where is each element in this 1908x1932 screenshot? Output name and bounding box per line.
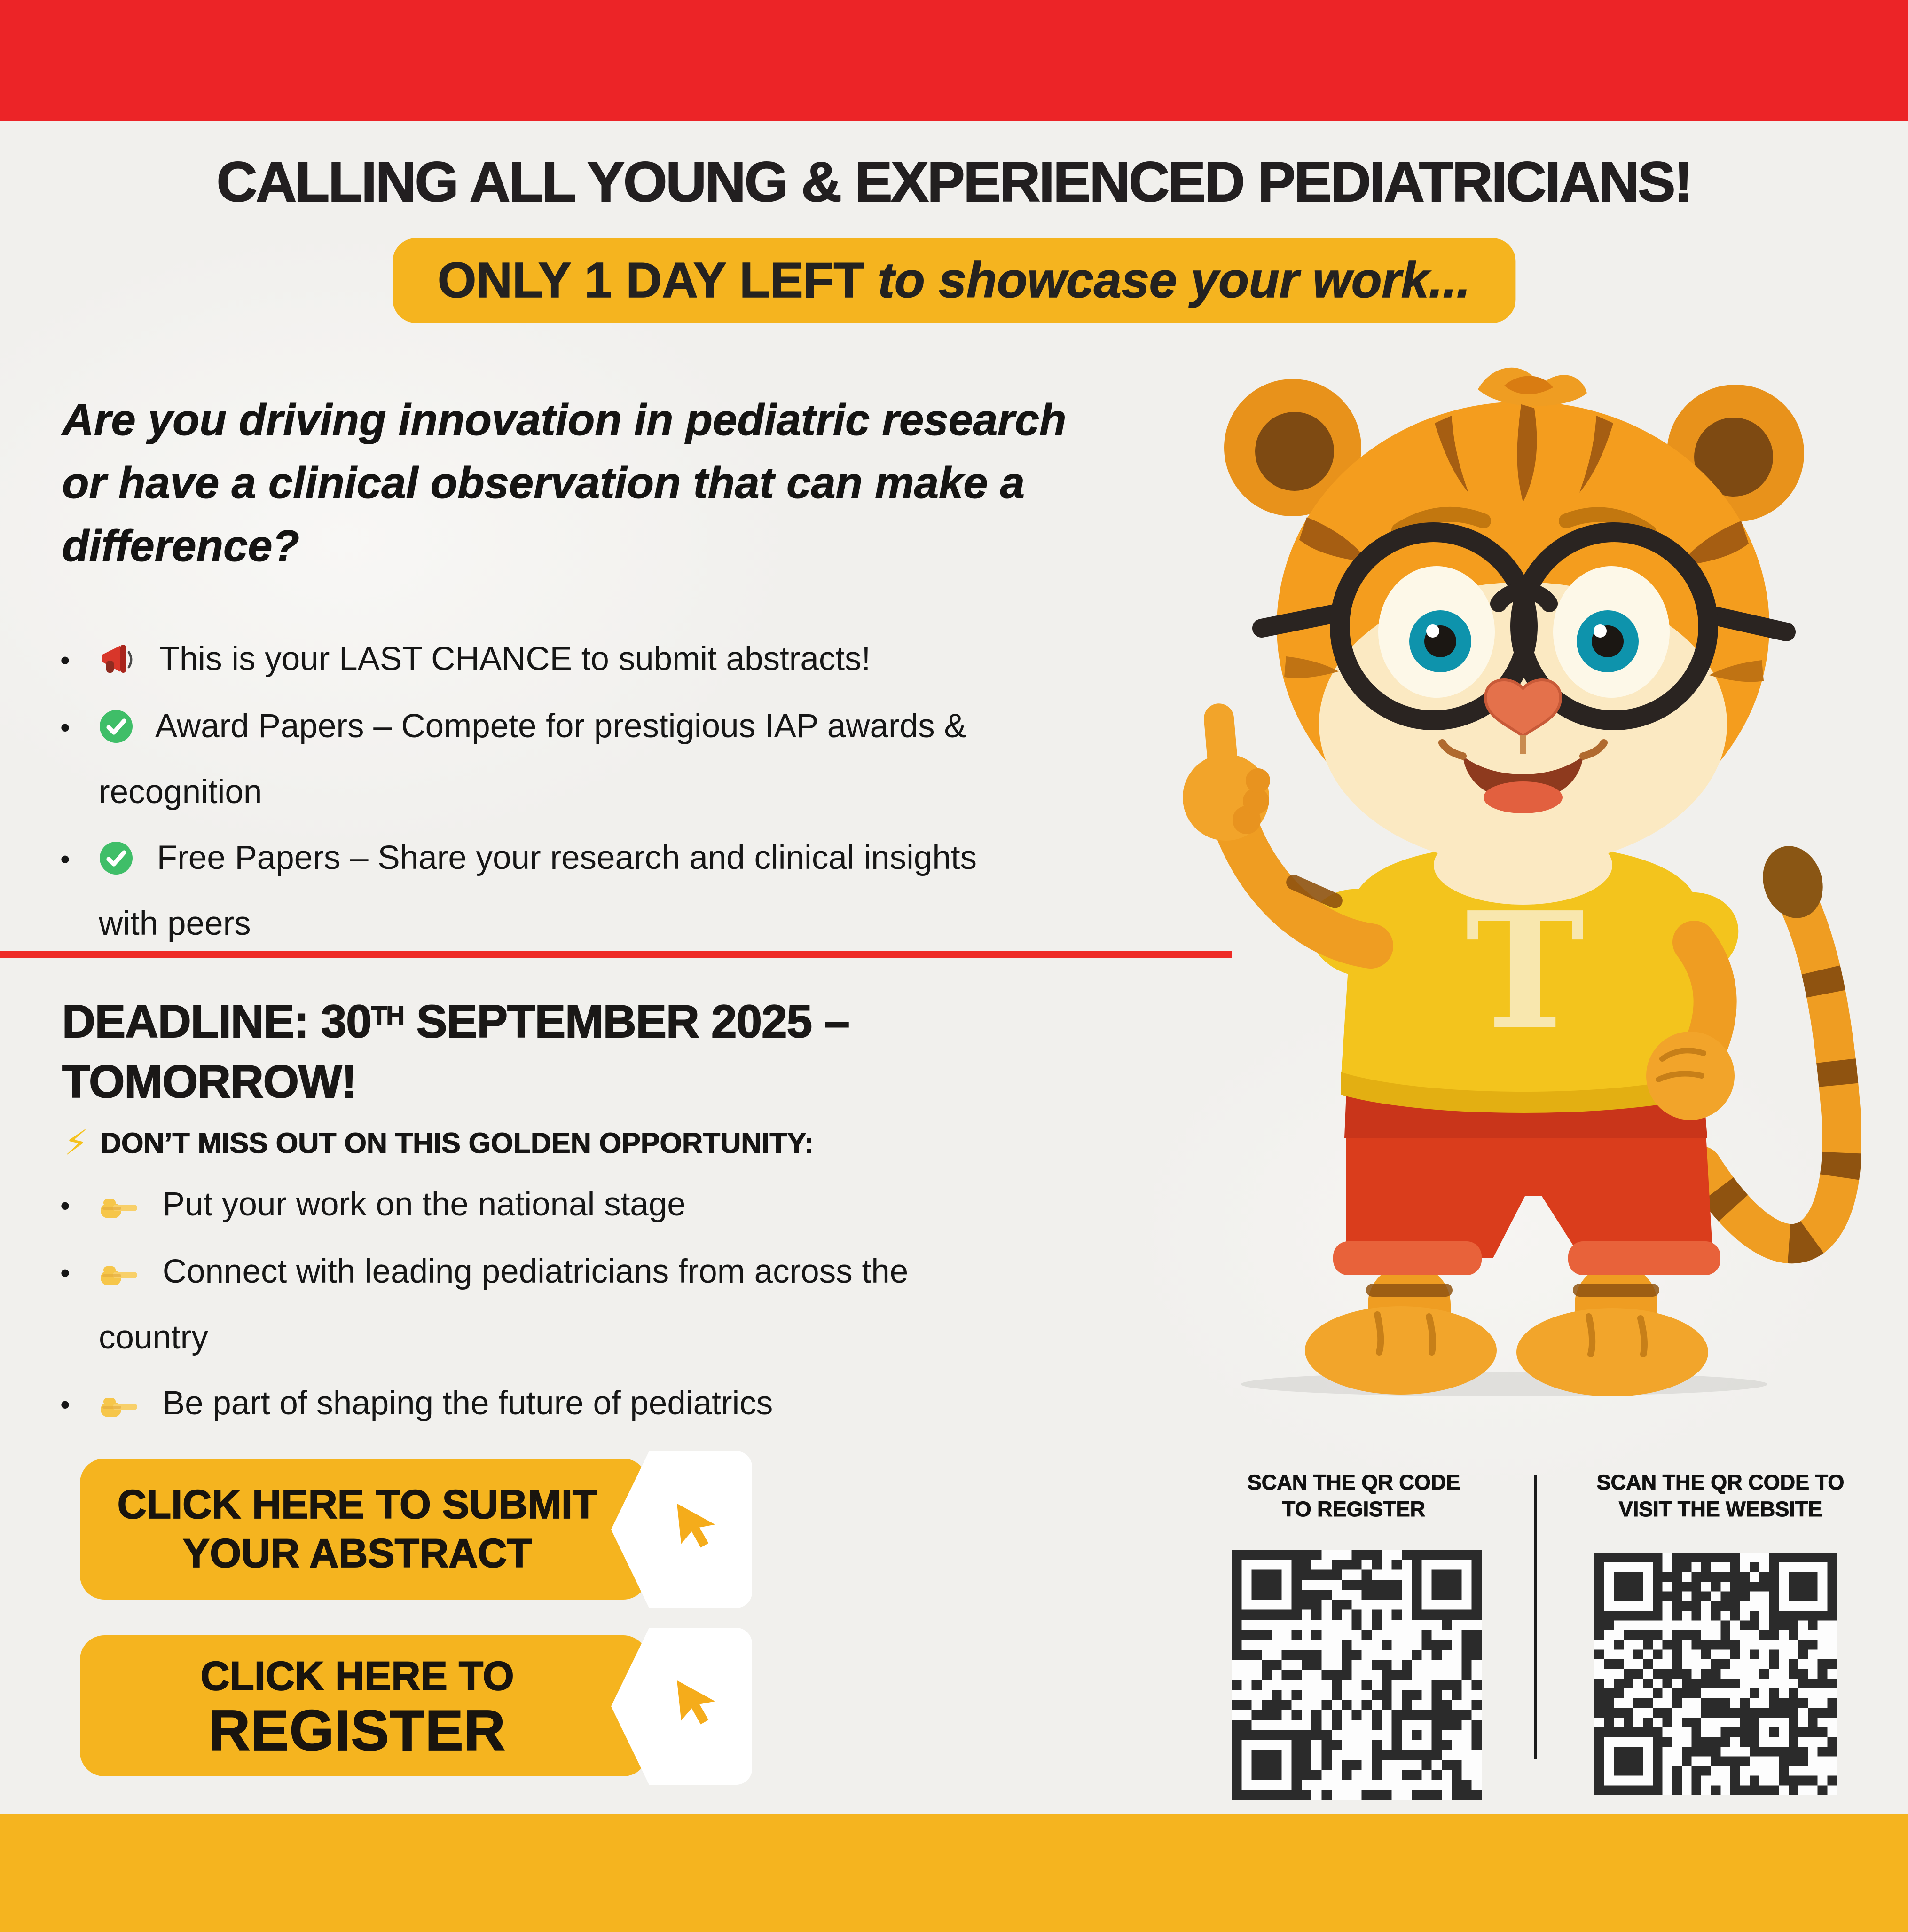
list-item-text: Be part of shaping the future of pediatrics bbox=[162, 1385, 773, 1422]
list-item bbox=[60, 1371, 1141, 1438]
opportunity-heading bbox=[64, 1123, 814, 1163]
pointing-hand-icon bbox=[99, 1262, 139, 1289]
list-item-text: Award Papers – Compete for prestigious IAP awards & bbox=[155, 708, 966, 745]
qr-label-line1: SCAN THE QR CODE TO bbox=[1596, 1470, 1845, 1494]
button-label-line1: CLICK HERE TO bbox=[200, 1654, 514, 1699]
qr-code-website bbox=[1594, 1553, 1837, 1795]
page-title: CALLING ALL YOUNG & EXPERIENCED PEDIATRICIANS! bbox=[216, 150, 1692, 213]
bullet-dot bbox=[60, 694, 99, 825]
list-item-text: This is your LAST CHANCE to submit abstracts! bbox=[159, 640, 871, 678]
list-item bbox=[60, 694, 1141, 825]
countdown-italic-text: to showcase your work... bbox=[864, 252, 1471, 308]
shirt-letter: T bbox=[1465, 877, 1585, 1065]
register-button[interactable] bbox=[80, 1635, 752, 1776]
deadline-ordinal: TH bbox=[371, 1001, 404, 1030]
deadline-text-suffix: SEPTEMBER 2025 – bbox=[404, 995, 849, 1047]
qr-code-register bbox=[1232, 1550, 1482, 1800]
list-item-text-wrap: country bbox=[99, 1319, 208, 1356]
opportunity-heading-text: DON’T MISS OUT ON THIS GOLDEN OPPORTUNITY: bbox=[100, 1127, 814, 1159]
check-icon bbox=[99, 841, 133, 875]
qr-register-label bbox=[1194, 1469, 1514, 1522]
lightning-icon: ⚡ bbox=[64, 1123, 88, 1162]
list-item bbox=[60, 1172, 1141, 1239]
countdown-bold-text: ONLY 1 DAY LEFT bbox=[437, 252, 864, 308]
deadline-heading bbox=[62, 986, 849, 1112]
button-label bbox=[94, 1480, 620, 1578]
cursor-arrow-icon bbox=[669, 1497, 726, 1561]
bullet-dot bbox=[60, 825, 99, 957]
opportunity-list bbox=[60, 1172, 1141, 1438]
bullet-dot bbox=[60, 626, 99, 694]
list-item-text: Connect with leading pediatricians from across the bbox=[162, 1253, 909, 1290]
top-red-band bbox=[0, 0, 1908, 121]
red-divider-line bbox=[0, 951, 1232, 958]
list-item bbox=[60, 626, 1141, 694]
button-label-line2: YOUR ABSTRACT bbox=[182, 1531, 532, 1576]
submit-abstract-button[interactable] bbox=[80, 1459, 752, 1600]
cursor-arrow-icon bbox=[669, 1674, 726, 1738]
pointing-hand-icon bbox=[99, 1195, 139, 1222]
pointing-hand-icon bbox=[99, 1394, 139, 1421]
list-item bbox=[60, 1239, 1141, 1371]
bullet-dot bbox=[60, 1371, 99, 1438]
qr-label-line2: VISIT THE WEBSITE bbox=[1618, 1497, 1822, 1521]
button-label bbox=[94, 1652, 620, 1760]
qr-label-line2: TO REGISTER bbox=[1282, 1497, 1426, 1521]
button-label-line2: REGISTER bbox=[209, 1698, 506, 1762]
qr-label-line1: SCAN THE QR CODE bbox=[1247, 1470, 1460, 1494]
list-item-text-wrap: with peers bbox=[99, 905, 251, 942]
deadline-tomorrow: TOMORROW! bbox=[62, 1056, 357, 1107]
list-item bbox=[60, 825, 1141, 957]
bullet-dot bbox=[60, 1239, 99, 1371]
bullet-dot bbox=[60, 1172, 99, 1239]
button-label-line1: CLICK HERE TO SUBMIT bbox=[117, 1482, 597, 1527]
check-icon bbox=[99, 709, 133, 744]
bottom-yellow-band bbox=[0, 1814, 1908, 1932]
tiger-mascot-image bbox=[1100, 357, 1861, 1396]
last-chance-list bbox=[60, 626, 1141, 957]
list-item-text: Free Papers – Share your research and clinical insights bbox=[157, 839, 977, 876]
qr-website-label bbox=[1565, 1469, 1876, 1522]
list-item-text: Put your work on the national stage bbox=[162, 1186, 686, 1223]
deadline-text: DEADLINE: 30 bbox=[62, 995, 371, 1047]
intro-question: Are you driving innovation in pediatric research or have a clinical observation that can make a difference? bbox=[62, 395, 1067, 570]
list-item-text-wrap: recognition bbox=[99, 773, 262, 811]
megaphone-icon bbox=[99, 643, 136, 677]
qr-divider-line bbox=[1534, 1475, 1537, 1759]
countdown-highlight bbox=[393, 238, 1515, 323]
